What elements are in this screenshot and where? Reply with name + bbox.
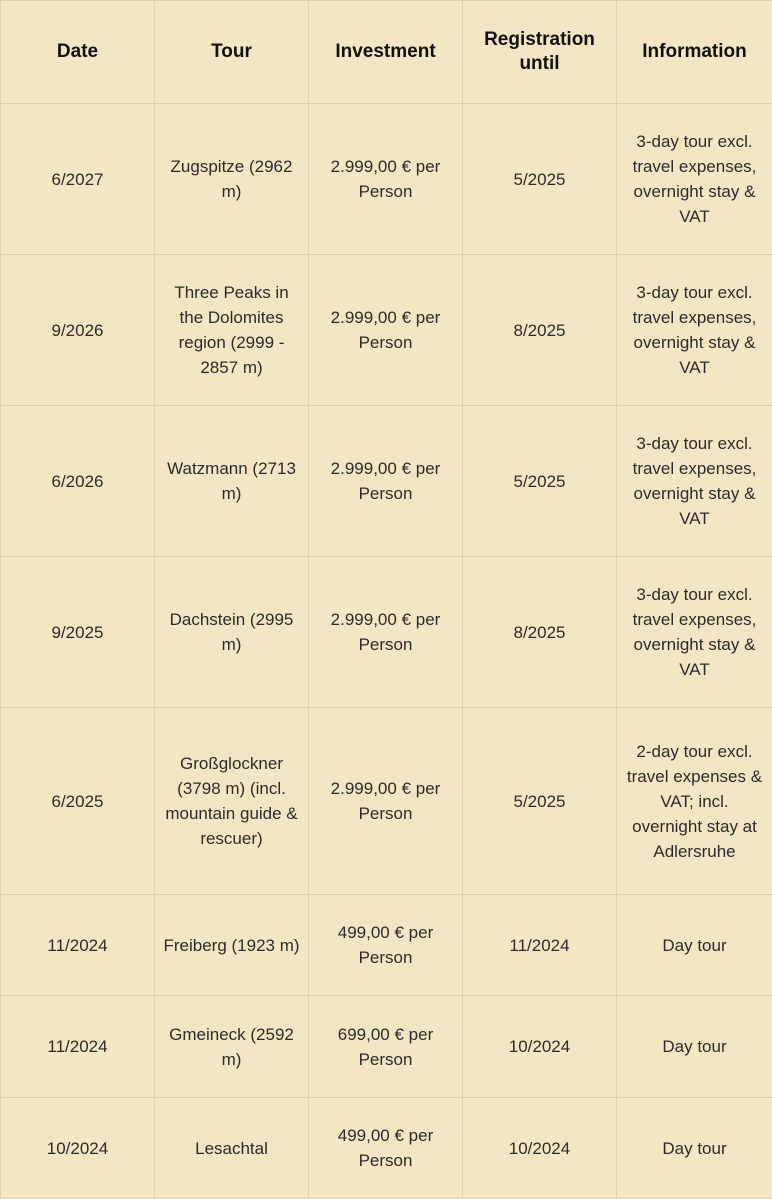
cell-tour: Gmeineck (2592 m) (155, 996, 309, 1098)
table-row (1, 406, 772, 557)
header-registration-until: Registration until (463, 1, 617, 104)
cell-information: 2-day tour excl. travel expenses & VAT; incl. overnight stay at Adlersruhe (617, 708, 772, 895)
cell-tour: Three Peaks in the Dolomites region (2999 - 2857 m) (155, 255, 309, 406)
cell-information: Day tour (617, 895, 772, 996)
cell-tour: Großglockner (3798 m) (incl. mountain guide & rescuer) (155, 708, 309, 895)
cell-tour: Dachstein (2995 m) (155, 557, 309, 708)
cell-date: 6/2026 (1, 406, 155, 557)
cell-date: 11/2024 (1, 895, 155, 996)
cell-information: 3-day tour excl. travel expenses, overnight stay & VAT (617, 255, 772, 406)
table-row (1, 895, 772, 996)
table-row (1, 557, 772, 708)
cell-registration: 8/2025 (463, 255, 617, 406)
table-row (1, 708, 772, 895)
cell-information: 3-day tour excl. travel expenses, overnight stay & VAT (617, 406, 772, 557)
cell-registration: 8/2025 (463, 557, 617, 708)
cell-investment: 2.999,00 € per Person (309, 708, 463, 895)
header-date: Date (1, 1, 155, 104)
table-header-row (1, 1, 772, 104)
cell-date: 6/2025 (1, 708, 155, 895)
cell-information: Day tour (617, 996, 772, 1098)
cell-date: 9/2025 (1, 557, 155, 708)
cell-information: 3-day tour excl. travel expenses, overnight stay & VAT (617, 104, 772, 255)
cell-registration: 5/2025 (463, 708, 617, 895)
cell-investment: 2.999,00 € per Person (309, 255, 463, 406)
cell-date: 9/2026 (1, 255, 155, 406)
cell-registration: 10/2024 (463, 996, 617, 1098)
table-row (1, 104, 772, 255)
cell-investment: 2.999,00 € per Person (309, 104, 463, 255)
cell-information: Day tour (617, 1098, 772, 1199)
cell-investment: 699,00 € per Person (309, 996, 463, 1098)
cell-registration: 11/2024 (463, 895, 617, 996)
table-row (1, 996, 772, 1098)
header-investment: Investment (309, 1, 463, 104)
cell-registration: 5/2025 (463, 104, 617, 255)
cell-date: 6/2027 (1, 104, 155, 255)
cell-date: 11/2024 (1, 996, 155, 1098)
cell-information: 3-day tour excl. travel expenses, overnight stay & VAT (617, 557, 772, 708)
cell-tour: Watzmann (2713 m) (155, 406, 309, 557)
cell-date: 10/2024 (1, 1098, 155, 1199)
cell-tour: Lesachtal (155, 1098, 309, 1199)
cell-investment: 499,00 € per Person (309, 1098, 463, 1199)
header-information: Information (617, 1, 772, 104)
cell-investment: 2.999,00 € per Person (309, 406, 463, 557)
cell-tour: Zugspitze (2962 m) (155, 104, 309, 255)
header-tour: Tour (155, 1, 309, 104)
table-row (1, 1098, 772, 1199)
cell-registration: 5/2025 (463, 406, 617, 557)
cell-investment: 499,00 € per Person (309, 895, 463, 996)
table-row (1, 255, 772, 406)
cell-registration: 10/2024 (463, 1098, 617, 1199)
cell-tour: Freiberg (1923 m) (155, 895, 309, 996)
cell-investment: 2.999,00 € per Person (309, 557, 463, 708)
